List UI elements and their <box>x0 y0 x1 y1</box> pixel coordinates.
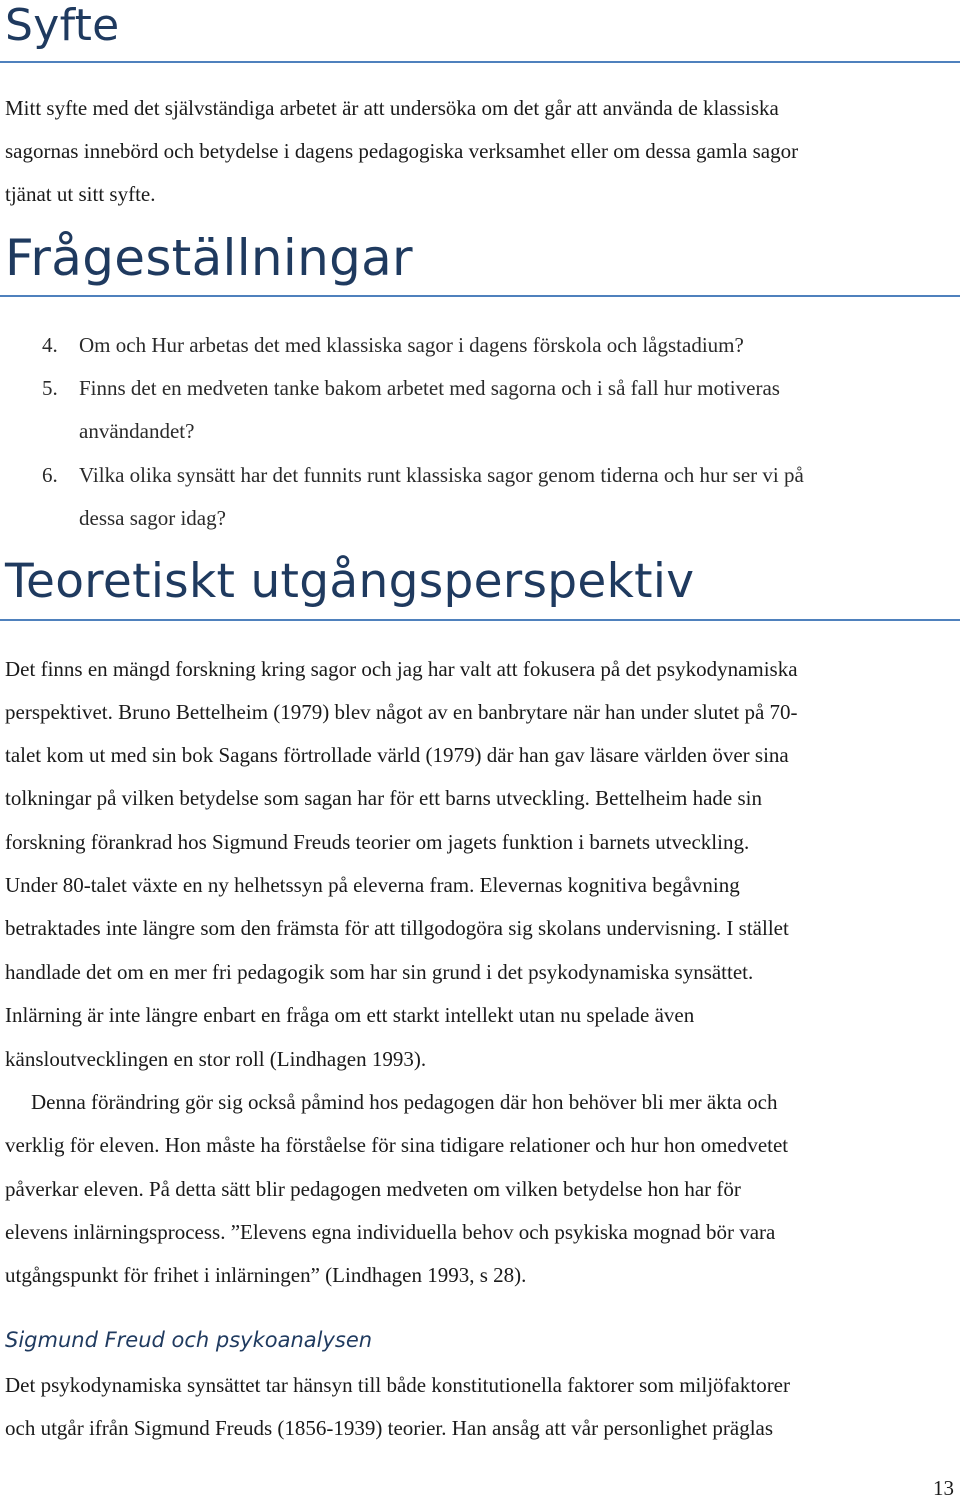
question-text-continued: användandet? <box>79 419 195 443</box>
question-number: 4. <box>42 333 58 357</box>
teoretiskt-line-15: utgångspunkt för frihet i inlärningen” (Lindhagen 1993, s 28). <box>5 1263 527 1287</box>
freud-line-1: Det psykodynamiska synsättet tar hänsyn till både konstitutionella faktorer som miljöfaktorer <box>5 1373 790 1397</box>
question-number: 5. <box>42 376 58 400</box>
syfte-line-1: Mitt syfte med det självständiga arbetet är att undersöka om det går att använda de klassiska <box>5 96 779 120</box>
question-number: 6. <box>42 463 58 487</box>
heading-freud: Sigmund Freud och psykoanalysen <box>5 1328 373 1352</box>
teoretiskt-line-14: elevens inlärningsprocess. ”Elevens egna individuella behov och psykiska mognad bör vara <box>5 1220 776 1244</box>
heading-fragestallningar: Frågeställningar <box>5 229 413 287</box>
teoretiskt-line-9: Inlärning är inte längre enbart en fråga om ett starkt intellekt utan nu spelade även <box>5 1003 695 1027</box>
heading-rule-syfte <box>0 61 960 63</box>
teoretiskt-line-4: tolkningar på vilken betydelse som sagan har för ett barns utveckling. Bettelheim hade sin <box>5 786 762 810</box>
teoretiskt-line-3: talet kom ut med sin bok Sagans förtrollade värld (1979) där han gav läsare världen över sina <box>5 743 789 767</box>
teoretiskt-line-12: verklig för eleven. Hon måste ha förståelse för sina tidigare relationer och hur hon omedvetet <box>5 1133 789 1157</box>
freud-line-2: och utgår ifrån Sigmund Freuds (1856-1939) teorier. Han ansåg att vår personlighet präglas <box>5 1416 774 1440</box>
teoretiskt-line-6: Under 80-talet växte en ny helhetssyn på eleverna fram. Elevernas kognitiva begåvning <box>5 873 740 897</box>
teoretiskt-line-10: känsloutvecklingen en stor roll (Lindhagen 1993). <box>5 1047 427 1071</box>
heading-rule-teoretiskt <box>0 619 960 621</box>
question-text: Vilka olika synsätt har det funnits runt klassiska sagor genom tiderna och hur ser vi på <box>79 463 804 487</box>
teoretiskt-line-1: Det finns en mängd forskning kring sagor och jag har valt att fokusera på det psykodynamiska <box>5 657 798 681</box>
teoretiskt-line-8: handlade det om en mer fri pedagogik som har sin grund i det psykodynamiska synsättet. <box>5 960 754 984</box>
syfte-line-3: tjänat ut sitt syfte. <box>5 182 156 206</box>
teoretiskt-line-11: Denna förändring gör sig också påmind hos pedagogen där hon behöver bli mer äkta och <box>31 1090 778 1114</box>
heading-syfte: Syfte <box>5 0 120 51</box>
question-text: Finns det en medveten tanke bakom arbetet med sagorna och i så fall hur motiveras <box>79 376 780 400</box>
teoretiskt-line-2: perspektivet. Bruno Bettelheim (1979) blev något av en banbrytare när han under slutet på 70- <box>5 700 798 724</box>
heading-teoretiskt: Teoretiskt utgångsperspektiv <box>5 554 695 609</box>
question-text-continued: dessa sagor idag? <box>79 506 226 530</box>
page-number: 13 <box>933 1476 954 1500</box>
heading-rule-fragestallningar <box>0 295 960 297</box>
question-text: Om och Hur arbetas det med klassiska sagor i dagens förskola och lågstadium? <box>79 333 744 357</box>
teoretiskt-line-13: påverkar eleven. På detta sätt blir pedagogen medveten om vilken betydelse hon har för <box>5 1177 741 1201</box>
syfte-line-2: sagornas innebörd och betydelse i dagens pedagogiska verksamhet eller om dessa gamla sagor <box>5 139 799 163</box>
teoretiskt-line-7: betraktades inte längre som den främsta för att tillgodogöra sig skolans undervisning. I stället <box>5 916 789 940</box>
teoretiskt-line-5: forskning förankrad hos Sigmund Freuds teorier om jagets funktion i barnets utveckling. <box>5 830 750 854</box>
